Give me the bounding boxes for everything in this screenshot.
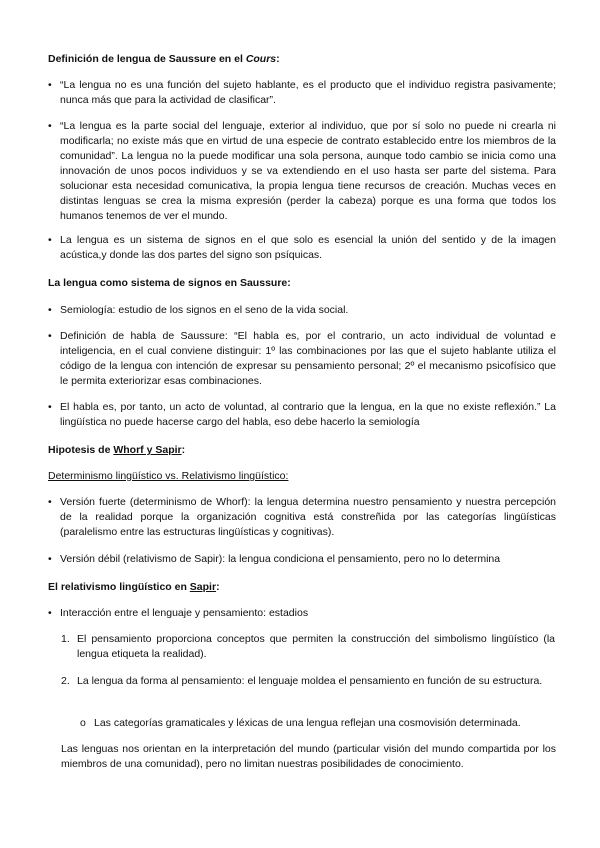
bullet-icon: •: [48, 607, 52, 619]
heading-text: El relativismo lingüístico en: [48, 581, 190, 593]
heading-text: Hipotesis de: [48, 444, 114, 456]
bullet-icon: •: [48, 330, 52, 342]
bullet-icon: •: [48, 304, 52, 316]
bullet-icon: •: [48, 79, 52, 91]
heading-text: Definición de lengua de Saussure en el: [48, 53, 246, 65]
section-heading-saussure-definition: [48, 52, 280, 67]
list-item-text: La lengua es un sistema de signos en el que solo es esencial la unión del sentido y de la imagen acústica,y donde las dos partes del signo son psíquicas.: [60, 234, 556, 261]
item-number: 1.: [61, 633, 70, 645]
heading-colon: :: [216, 581, 220, 593]
bullet-icon: •: [48, 401, 52, 413]
heading-colon: :: [181, 444, 186, 456]
list-item-text: Versión débil (relativismo de Sapir): la lengua condiciona el pensamiento, pero no lo determina: [60, 553, 501, 565]
section-heading-sapir-relativism: [48, 580, 220, 595]
numbered-item-text: La lengua da forma al pensamiento: el lenguaje moldea el pensamiento en función de su estructura.: [77, 675, 543, 687]
list-item-text: Definición de habla de Saussure: “El habla es, por el contrario, un acto individual de voluntad e inteligencia, en el cual conviene distinguir: 1º las combinaciones por las que el sujeto hablante utiliza el código de la lengua con intención de expresar su pensamiento personal; 2º el mecanismo psicofísico que le permita exteriorizar esas combinaciones.: [60, 330, 556, 387]
list-item-text: Semiología: estudio de los signos en el seno de la vida social.: [60, 304, 349, 316]
list-item-text: “La lengua no es una función del sujeto hablante, es el producto que el individuo registra pasivamente; nunca más que para la actividad de clasificar”.: [60, 79, 556, 106]
item-number: 2.: [61, 675, 70, 687]
bullet-icon: •: [48, 553, 52, 565]
heading-italic-cours: Cours: [245, 53, 277, 65]
bullet-icon: •: [48, 234, 52, 246]
numbered-item-text: El pensamiento proporciona conceptos que permiten la construcción del simbolismo lingüístico (la lengua etiqueta la realidad).: [77, 633, 555, 660]
list-item-text: Interacción entre el lenguaje y pensamiento: estadios: [60, 607, 309, 619]
bullet-icon: •: [48, 496, 52, 508]
bullet-icon: •: [48, 120, 52, 132]
section-heading-whorf-sapir: [48, 443, 185, 458]
list-item-text: Versión fuerte (determinismo de Whorf): la lengua determina nuestro pensamiento y nuestra percepción de la realidad porque la organización cognitiva está constreñida por las categorías lingüísticas (paralelismo entre las estructuras lingüísticas y cognitivas).: [60, 496, 556, 538]
sub-bullet-icon: o: [80, 717, 86, 729]
closing-paragraph: Las lenguas nos orientan en la interpretación del mundo (particular visión del mundo compartida por los miembros de una comunidad), pero no limitan nuestras posibilidades de conocimiento.: [61, 743, 556, 770]
heading-underlined-names: Whorf y Sapir: [113, 444, 182, 456]
heading-colon: :: [276, 53, 280, 65]
heading-underlined-sapir: Sapir: [189, 581, 217, 593]
list-item-text: El habla es, por tanto, un acto de voluntad, al contrario que la lengua, en la que no existe reflexión.” La lingüística no puede hacerse cargo del habla, eso debe hacerlo la semiología: [60, 401, 556, 428]
section-subheading-determinism: Determinismo lingüístico vs. Relativismo lingüístico:: [48, 470, 289, 482]
list-item-text: “La lengua es la parte social del lenguaje, exterior al individuo, que por sí solo no puede ni crearla ni modificarla; no existe más que en virtud de una especie de contrato establecido entre los miembros de la comunidad”. La lengua no la puede modificar una sola persona, aunque todo cambio se inicia como una innovación de unos pocos individuos y se va extendiendo en el uso hasta ser parte del sistema. Para solucionar esta necesidad comunicativa, la propia lengua tiene recursos de creación. Muchas veces en distintas lenguas se crea la misma expresión (perder la cabeza) porque es una forma que todos los humanos tenemos de ver el mundo.: [60, 120, 556, 222]
sub-list-item-text: Las categorías gramaticales y léxicas de una lengua reflejan una cosmovisión determinada.: [94, 717, 521, 729]
section-heading-sign-system: La lengua como sistema de signos en Saussure:: [48, 277, 291, 289]
